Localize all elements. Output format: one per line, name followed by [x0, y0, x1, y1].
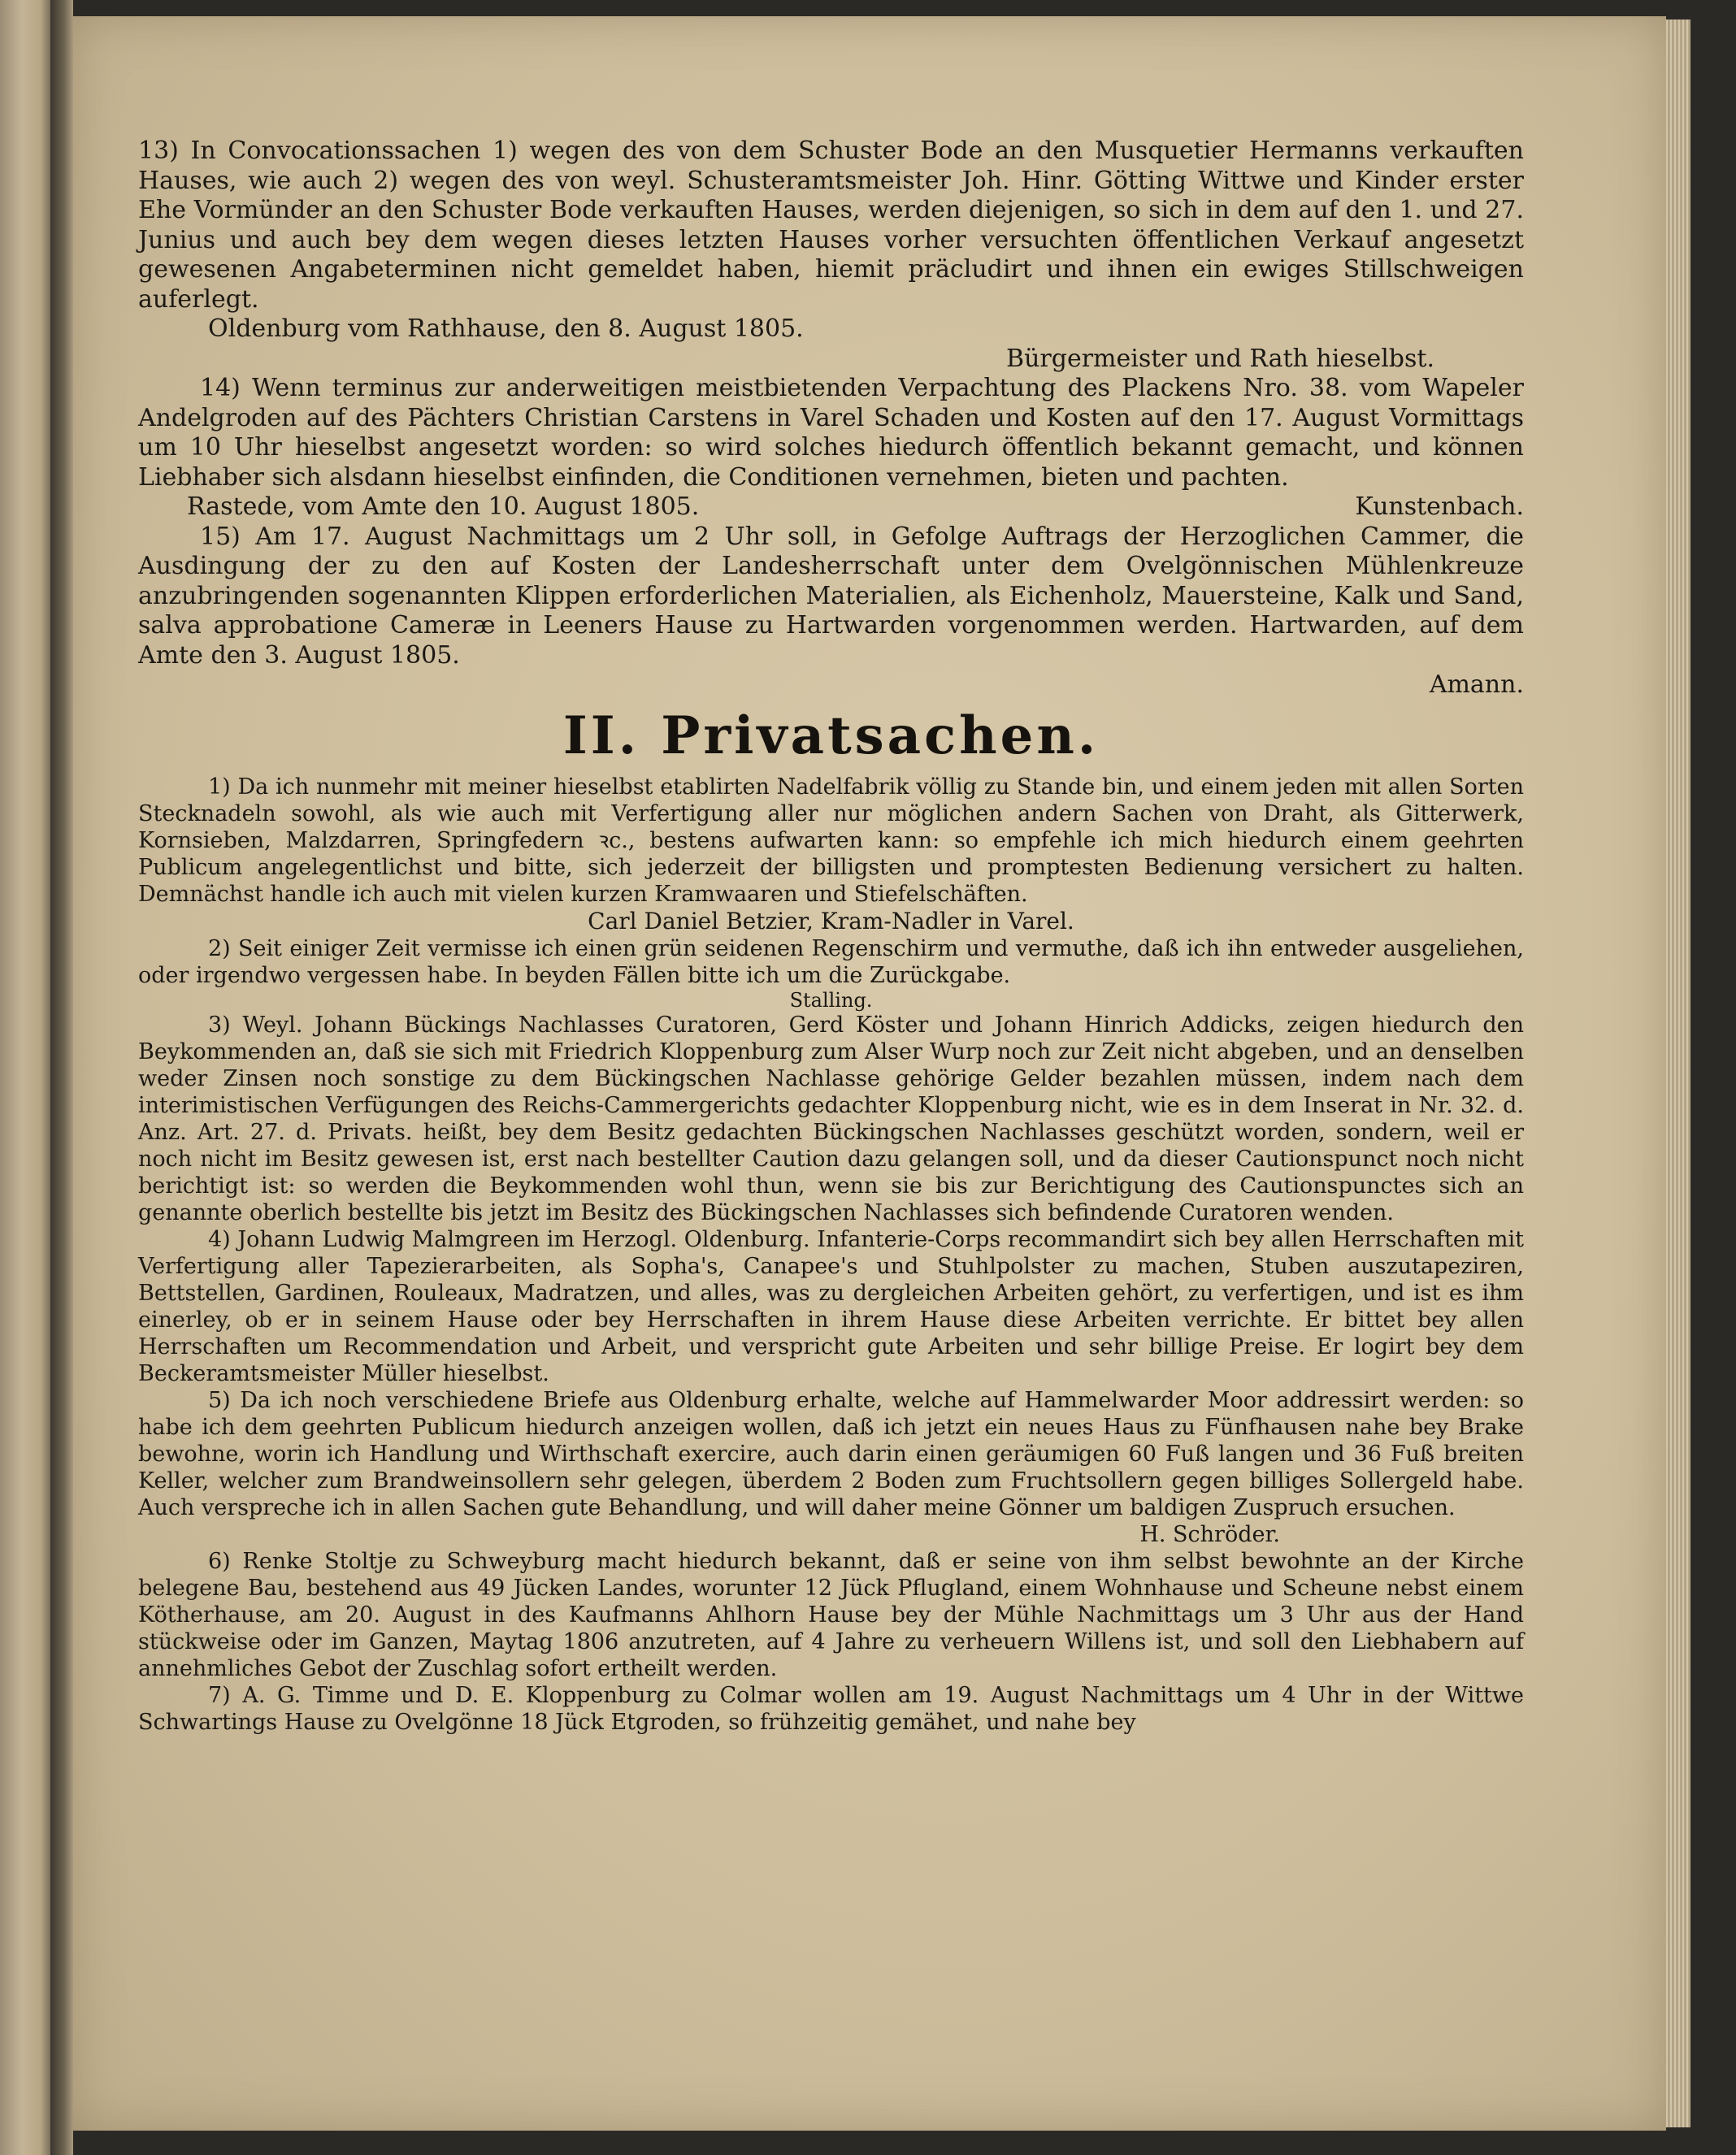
notice-15: 15) Am 17. August Nachmittags um 2 Uhr soll, in Gefolge Auftrags der Herzoglichen Cammer, die Ausdingung der zu den auf Kosten der Landesherrschaft unter dem Ovelgönnischen Mühlenkreuze anzubringenden sogenannten Klippen erforderlichen Materialien, als Eichenholz, Mauersteine, Kalk und Sand, salva approbatione Cameræ in Leeners Hause zu Hartwarden vorgenommen werden. Hartwarden, auf dem Amte den 3. August 1805. — [138, 522, 1524, 670]
section-heading: II. Privatsachen. — [562, 705, 1100, 766]
notice-13-date: Oldenburg vom Rathhause, den 8. August 1805. — [208, 314, 804, 343]
notice-14: 14) Wenn terminus zur anderweitigen meistbietenden Verpachtung des Plackens Nro. 38. vom Wapeler Andelgroden auf des Pächters Christian Carstens in Varel Schaden und Kosten auf den 17. August Vormittags um 10 Uhr hieselbst angesetzt worden: so wird solches hiedurch öffentlich bekannt gemacht, und können Liebhaber sich alsdann hieselbst einfinden, die Conditionen vernehmen, bieten und pachten. — [138, 374, 1524, 492]
notice-15-signature: Amann. — [1429, 670, 1524, 699]
page-text — [138, 137, 1524, 1736]
notice-14-date: Rastede, vom Amte den 10. August 1805. — [187, 492, 700, 521]
private-notices — [138, 774, 1524, 1736]
private-notice-4: 4) Johann Ludwig Malmgreen im Herzogl. Oldenburg. Infanterie-Corps recommandirt sich bey allen Herrschaften mit Verfertigung aller Tapezierarbeiten, als Sopha's, Canapee's und Stuhlpolster zu machen, Stuben auszutapeziren, Bettstellen, Gardinen, Rouleaux, Madratzen, und alles, was zu dergleichen Arbeiten gehört, zu verfertigen, und ist es ihm einerley, ob er in seinem Hause oder bey Herrschaften in ihrem Hause diese Arbeiten verrichte. Er bittet bey allen Herrschaften um Recommendation und Arbeit, und verspricht gute Arbeiten und sehr billige Preise. Er logirt bey dem Beckeramtsmeister Müller hieselbst. — [138, 1226, 1524, 1386]
notice-13: 13) In Convocationssachen 1) wegen des von dem Schuster Bode an den Musquetier Hermanns verkauften Hauses, wie auch 2) wegen des von weyl. Schusteramtsmeister Joh. Hinr. Götting Wittwe und Kinder erster Ehe Vormünder an den Schuster Bode verkauften Hauses, werden diejenigen, so sich in dem auf den 1. und 27. Junius und auch bey dem wegen dieses letzten Hauses vorher versuchten öffentlichen Verkauf angesetzt gewesenen Angabeterminen nicht gemeldet haben, hiemit präcludirt und ihnen ein ewiges Stillschweigen auferlegt. — [138, 137, 1524, 314]
notice-14-signature: Kunstenbach. — [1355, 492, 1524, 521]
private-notice-7: 7) A. G. Timme und D. E. Kloppenburg zu Colmar wollen am 19. August Nachmittags um 4 Uhr in der Wittwe Schwartings Hause zu Ovelgönne 18 Jück Etgroden, so frühzeitig gemähet, und nahe bey — [138, 1682, 1524, 1735]
private-notice-2-signature: Stalling. — [789, 988, 873, 1012]
notice-14-footer — [138, 492, 1524, 522]
book-gutter — [50, 0, 73, 2155]
private-notice-2: 2) Seit einiger Zeit vermisse ich einen grün seidenen Regenschirm und vermuthe, daß ich ihn entweder ausgeliehen, oder irgendwo vergessen habe. In beyden Fällen bitte ich um die Zurückgabe. — [138, 935, 1524, 988]
notice-13-signature: Bürgermeister und Rath hieselbst. — [1006, 344, 1434, 373]
page-stack-edge — [1666, 20, 1690, 2127]
private-notice-1: 1) Da ich nunmehr mit meiner hieselbst etablirten Nadelfabrik völlig zu Stande bin, und einem jeden mit allen Sorten Stecknadeln sowohl, als wie auch mit Verfertigung aller nur möglichen andern Sachen von Draht, als Gitterwerk, Kornsieben, Malzdarren, Springfedern ꝛc., bestens aufwarten kann: so empfehle ich mich hiedurch einem geehrten Publicum angelegentlichst und bitte, sich jederzeit der billigsten und promptesten Bedienung versichert zu halten. Demnächst handle ich auch mit vielen kurzen Kramwaaren und Stiefelschäften. — [138, 774, 1524, 907]
left-page-edge — [0, 0, 50, 2155]
private-notice-5: 5) Da ich noch verschiedene Briefe aus Oldenburg erhalte, welche auf Hammelwarder Moor addressirt werden: so habe ich dem geehrten Publicum hiedurch anzeigen wollen, daß ich jetzt ein neues Haus zu Fünfhausen nahe bey Brake bewohne, worin ich Handlung und Wirthschaft exercire, auch darin einen geräumigen 60 Fuß langen und 36 Fuß breiten Keller, welcher zum Brandweinsollern sehr gelegen, überdem 2 Boden zum Fruchtsollern gegen billiges Sollergeld habe. Auch verspreche ich in allen Sachen gute Behandlung, und will daher meine Gönner um baldigen Zuspruch ersuchen. — [138, 1387, 1524, 1520]
private-notice-6: 6) Renke Stoltje zu Schweyburg macht hiedurch bekannt, daß er seine von ihm selbst bewohnte an der Kirche belegene Bau, bestehend aus 49 Jücken Landes, worunter 12 Jück Pflugland, einem Wohnhause und Scheune nebst einem Kötherhause, am 20. August in des Kaufmanns Ahlhorn Hause bey der Mühle Nachmittags um 3 Uhr aus der Hand stückweise oder im Ganzen, Maytag 1806 anzutreten, auf 4 Jahre zu verheuern Willens ist, und soll den Liebhabern auf annehmliches Gebot der Zuschlag sofort ertheilt werden. — [138, 1548, 1524, 1681]
private-notice-3: 3) Weyl. Johann Bückings Nachlasses Curatoren, Gerd Köster und Johann Hinrich Addicks, zeigen hiedurch den Beykommenden an, daß sie sich mit Friedrich Kloppenburg zum Alser Wurp noch zur Zeit nicht abgeben, und an denselben weder Zinsen noch sonstige zu dem Bückingschen Nachlasse gehörige Gelder bezahlen müssen, indem nach dem interimistischen Verfügungen des Reichs-Cammergerichts gedachter Kloppenburg nicht, wie es in dem Inserat in Nr. 32. d. Anz. Art. 27. d. Privats. heißt, bey dem Besitz gedachten Bückingschen Nachlasses geschützt worden, sondern, weil er noch nicht im Besitz gewesen ist, erst nach bestellter Caution dazu gelangen soll, und da dieser Cautionspunct noch nicht berichtigt ist: so werden die Beykommenden wohl thun, wenn sie bis zur Berichtigung des Cautionspunctes sich an genannte oberlich bestellte bis jetzt im Besitz des Bückingschen Nachlasses sich befindende Curatoren wenden. — [138, 1012, 1524, 1225]
private-notice-5-signature: H. Schröder. — [1139, 1521, 1280, 1547]
private-notice-1-signature: Carl Daniel Betzier, Kram-Nadler in Varel. — [588, 907, 1074, 934]
